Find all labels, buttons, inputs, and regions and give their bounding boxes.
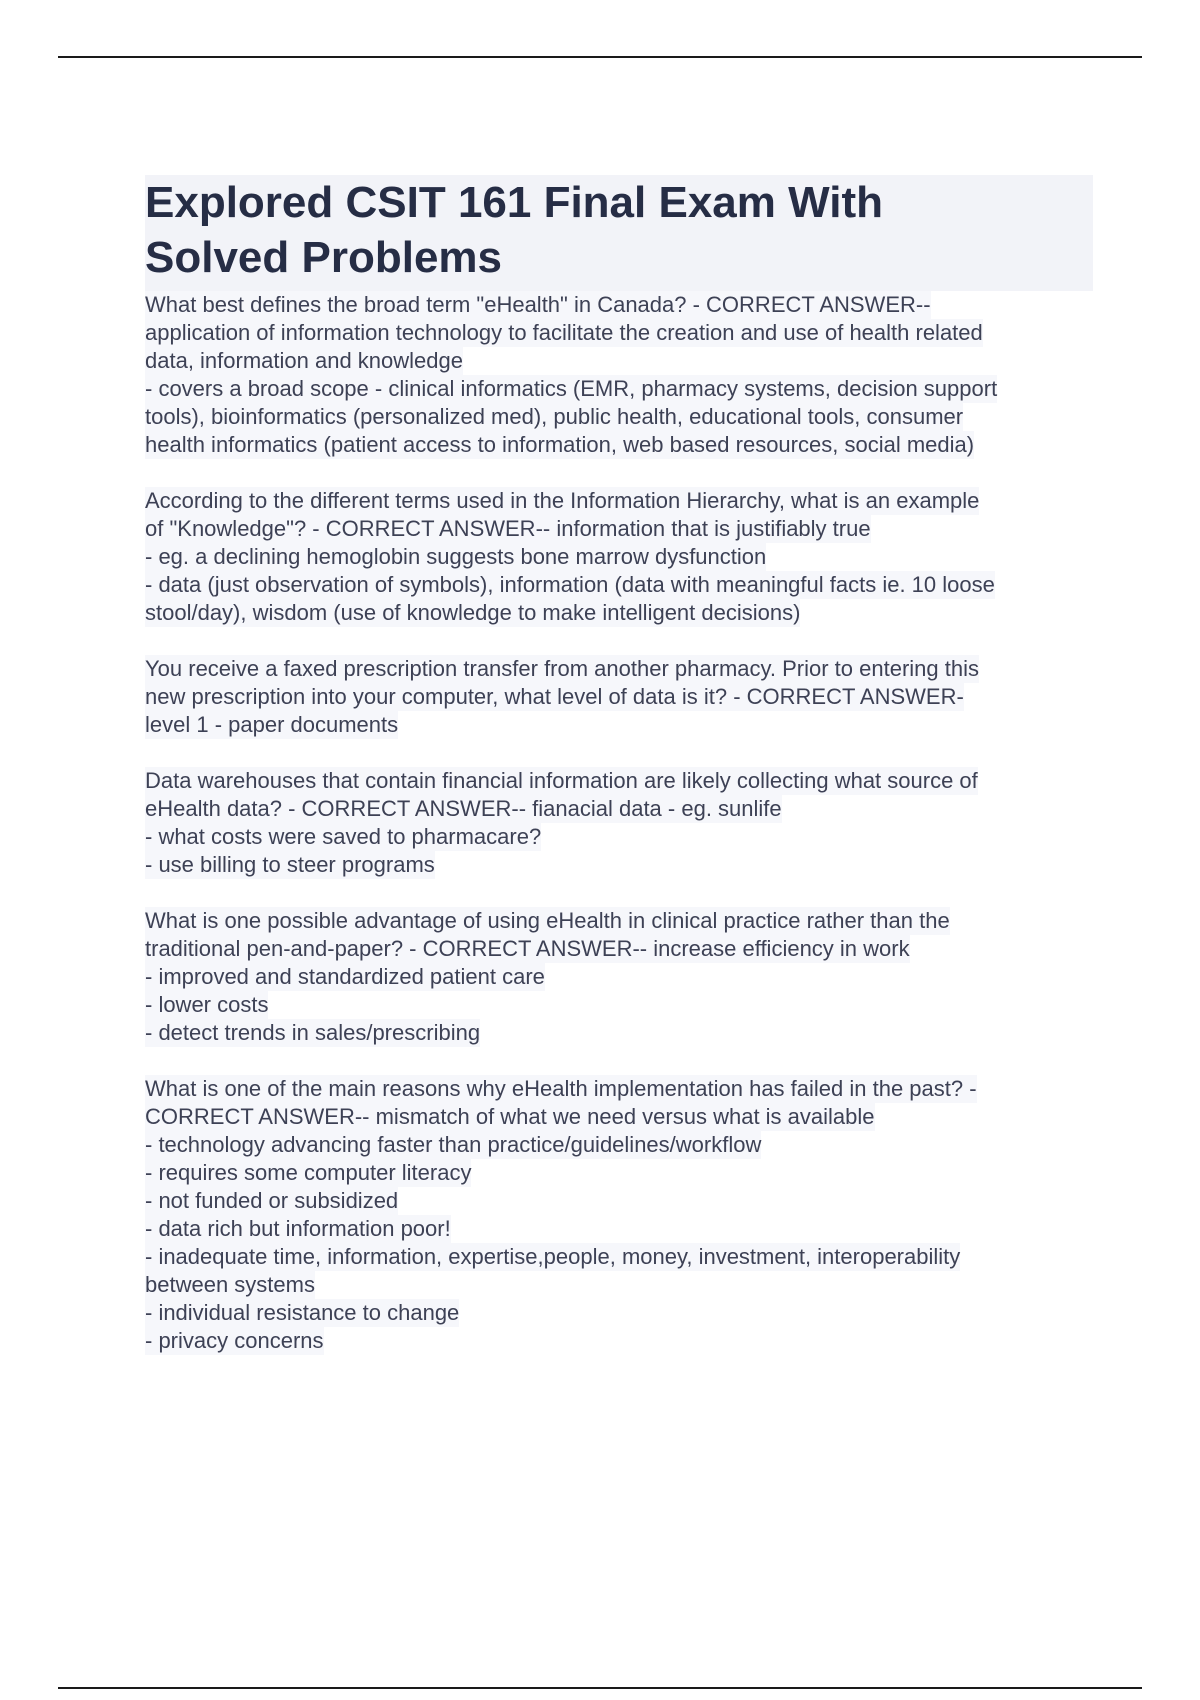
title-line-1: Explored CSIT 161 Final Exam With xyxy=(145,178,884,227)
qa-text-line: - what costs were saved to pharmacare? xyxy=(145,824,542,849)
qa-text-line: stool/day), wisdom (use of knowledge to make intelligent decisions) xyxy=(145,600,801,625)
qa-item xyxy=(145,1075,1093,1355)
document-body xyxy=(145,175,1093,1383)
qa-text-line: between systems xyxy=(145,1272,315,1297)
qa-text-line: What best defines the broad term "eHealth" in Canada? - CORRECT ANSWER-- xyxy=(145,292,931,317)
qa-text-line: What is one of the main reasons why eHealth implementation has failed in the past? - xyxy=(145,1076,977,1101)
qa-text-line: traditional pen-and-paper? - CORRECT ANSWER-- increase efficiency in work xyxy=(145,936,910,961)
qa-text-line: - not funded or subsidized xyxy=(145,1188,399,1213)
qa-text-line: What is one possible advantage of using eHealth in clinical practice rather than the xyxy=(145,908,950,933)
qa-list xyxy=(145,291,1093,1355)
qa-text-line: eHealth data? - CORRECT ANSWER-- fianacial data - eg. sunlife xyxy=(145,796,782,821)
qa-text-line: - use billing to steer programs xyxy=(145,852,435,877)
qa-item xyxy=(145,291,1093,459)
qa-text-line: - covers a broad scope - clinical informatics (EMR, pharmacy systems, decision support xyxy=(145,376,998,401)
qa-text-line: - privacy concerns xyxy=(145,1328,324,1353)
qa-text-line: - eg. a declining hemoglobin suggests bone marrow dysfunction xyxy=(145,544,767,569)
qa-text-line: tools), bioinformatics (personalized med), public health, educational tools, consumer xyxy=(145,404,964,429)
qa-text-line: You receive a faxed prescription transfer from another pharmacy. Prior to entering this xyxy=(145,656,979,681)
qa-item xyxy=(145,767,1093,879)
title-line-2: Solved Problems xyxy=(145,233,503,282)
qa-text-line: - individual resistance to change xyxy=(145,1300,460,1325)
qa-text-line: According to the different terms used in the Information Hierarchy, what is an example xyxy=(145,488,980,513)
qa-text-line: - data (just observation of symbols), information (data with meaningful facts ie. 10 loose xyxy=(145,572,995,597)
qa-item xyxy=(145,907,1093,1047)
bottom-divider xyxy=(58,1687,1142,1689)
qa-item xyxy=(145,487,1093,627)
document-title xyxy=(145,175,1093,291)
qa-text-line: - requires some computer literacy xyxy=(145,1160,472,1185)
qa-text-line: - improved and standardized patient care xyxy=(145,964,545,989)
qa-text-line: Data warehouses that contain financial information are likely collecting what source of xyxy=(145,768,978,793)
qa-text-line: CORRECT ANSWER-- mismatch of what we need versus what is available xyxy=(145,1104,875,1129)
qa-text-line: - technology advancing faster than practice/guidelines/workflow xyxy=(145,1132,762,1157)
qa-text-line: data, information and knowledge xyxy=(145,348,463,373)
qa-text-line: of "Knowledge"? - CORRECT ANSWER-- information that is justifiably true xyxy=(145,516,871,541)
qa-text-line: health informatics (patient access to information, web based resources, social media) xyxy=(145,432,975,457)
qa-text-line: - data rich but information poor! xyxy=(145,1216,451,1241)
qa-text-line: new prescription into your computer, what level of data is it? - CORRECT ANSWER- xyxy=(145,684,964,709)
top-divider xyxy=(58,56,1142,58)
qa-text-line: level 1 - paper documents xyxy=(145,712,399,737)
qa-text-line: application of information technology to facilitate the creation and use of health related xyxy=(145,320,983,345)
qa-item xyxy=(145,655,1093,739)
qa-text-line: - inadequate time, information, expertise,people, money, investment, interoperability xyxy=(145,1244,961,1269)
qa-text-line: - detect trends in sales/prescribing xyxy=(145,1020,481,1045)
qa-text-line: - lower costs xyxy=(145,992,269,1017)
